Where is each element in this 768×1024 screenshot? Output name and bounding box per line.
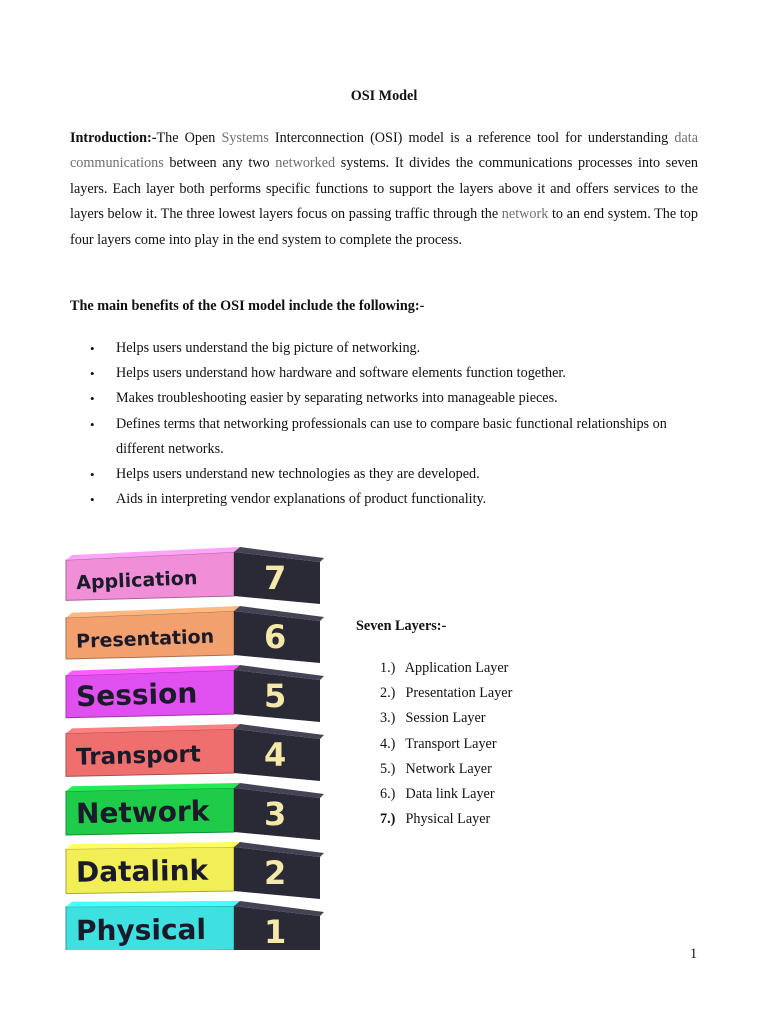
benefit-item: • Defines terms that networking professionals can use to compare basic functional relationships on different networks. — [70, 412, 698, 462]
intro-text-1: The Open — [156, 130, 222, 146]
layer-item — [380, 656, 512, 681]
benefit-item: • Helps users understand the big picture of networking. — [70, 336, 698, 361]
osi-stack-image — [62, 538, 338, 950]
block-top-face — [66, 901, 240, 907]
seven-layers-heading: Seven Layers:- — [356, 618, 447, 634]
layer-label: Presentation Layer — [405, 685, 513, 702]
benefits-heading: The main benefits of the OSI model include the following:- — [70, 298, 425, 314]
block-number: 2 — [264, 854, 287, 892]
layer-label: Network Layer — [405, 760, 492, 777]
layer-item — [380, 681, 512, 706]
benefit-item: • Makes troubleshooting easier by separating networks into manageable pieces. — [70, 386, 698, 411]
intro-text-2: Interconnection (OSI) model is a reference tool for understanding — [268, 130, 675, 146]
layer-label: Transport Layer — [405, 735, 497, 752]
data-communications-link[interactable]: data communications — [70, 130, 698, 172]
block-number: 4 — [264, 736, 287, 774]
block-number: 1 — [264, 913, 287, 950]
layer-label: Physical Layer — [405, 811, 491, 828]
benefit-item: • Helps users understand how hardware and software elements function together. — [70, 361, 698, 386]
layer-number: 4.) — [380, 735, 396, 752]
block-label: Network — [75, 794, 210, 831]
block-label: Datalink — [75, 853, 209, 889]
block-label: Physical — [75, 912, 207, 948]
document-title: OSI Model — [350, 88, 418, 104]
benefit-item: • Aids in interpreting vendor explanations of product functionality. — [70, 487, 698, 512]
intro-paragraph — [70, 126, 698, 253]
block-number: 5 — [264, 677, 287, 715]
layer-block — [66, 724, 324, 781]
layer-number: 6.) — [380, 786, 396, 803]
layer-block — [66, 842, 324, 899]
network-link[interactable]: network — [501, 206, 549, 223]
layer-block — [66, 606, 324, 663]
benefits-list — [70, 336, 698, 512]
layer-label: Session Layer — [405, 710, 486, 727]
layer-label: Application Layer — [404, 660, 509, 676]
block-number: 6 — [264, 618, 287, 656]
osi-stack-graphic — [62, 538, 338, 950]
intro-text-5: to an end system. The top four layers come into play in the end system to complete the process. — [70, 206, 698, 248]
layer-block — [66, 783, 324, 840]
block-number: 7 — [264, 559, 287, 597]
layer-block — [66, 665, 324, 722]
layer-block — [66, 901, 324, 950]
layer-number: 1.) — [380, 660, 396, 676]
layer-block — [66, 547, 324, 604]
block-label: Session — [75, 676, 198, 714]
layer-number: 3.) — [380, 710, 396, 727]
page-number: 1 — [690, 946, 698, 962]
layer-item — [380, 706, 512, 731]
benefit-item: • Helps users understand new technologies as they are developed. — [70, 462, 698, 487]
layer-item — [380, 757, 512, 782]
block-label: Transport — [75, 741, 202, 771]
block-number: 3 — [264, 795, 287, 833]
layer-label: Data link Layer — [405, 786, 495, 803]
block-label: Presentation — [75, 625, 215, 653]
systems-link[interactable]: Systems — [221, 130, 269, 146]
block-label: Application — [75, 567, 198, 595]
layer-number: 2.) — [380, 685, 396, 702]
layer-number: 5.) — [380, 760, 396, 777]
intro-label: Introduction:- — [70, 130, 157, 146]
networked-link[interactable]: networked — [275, 155, 336, 172]
intro-text-3: between any two — [163, 155, 276, 172]
layer-item — [380, 807, 512, 832]
intro-text-4: systems. It divides the communications processes into seven layers. Each layer both performs specific functions to support the layers above it and offers services to the layers below it. The three lowest layers focus on passing traffic through the — [70, 155, 698, 223]
layer-number: 7.) — [380, 811, 396, 828]
layer-item — [380, 782, 512, 807]
layers-list — [380, 656, 512, 832]
layer-item — [380, 732, 512, 757]
